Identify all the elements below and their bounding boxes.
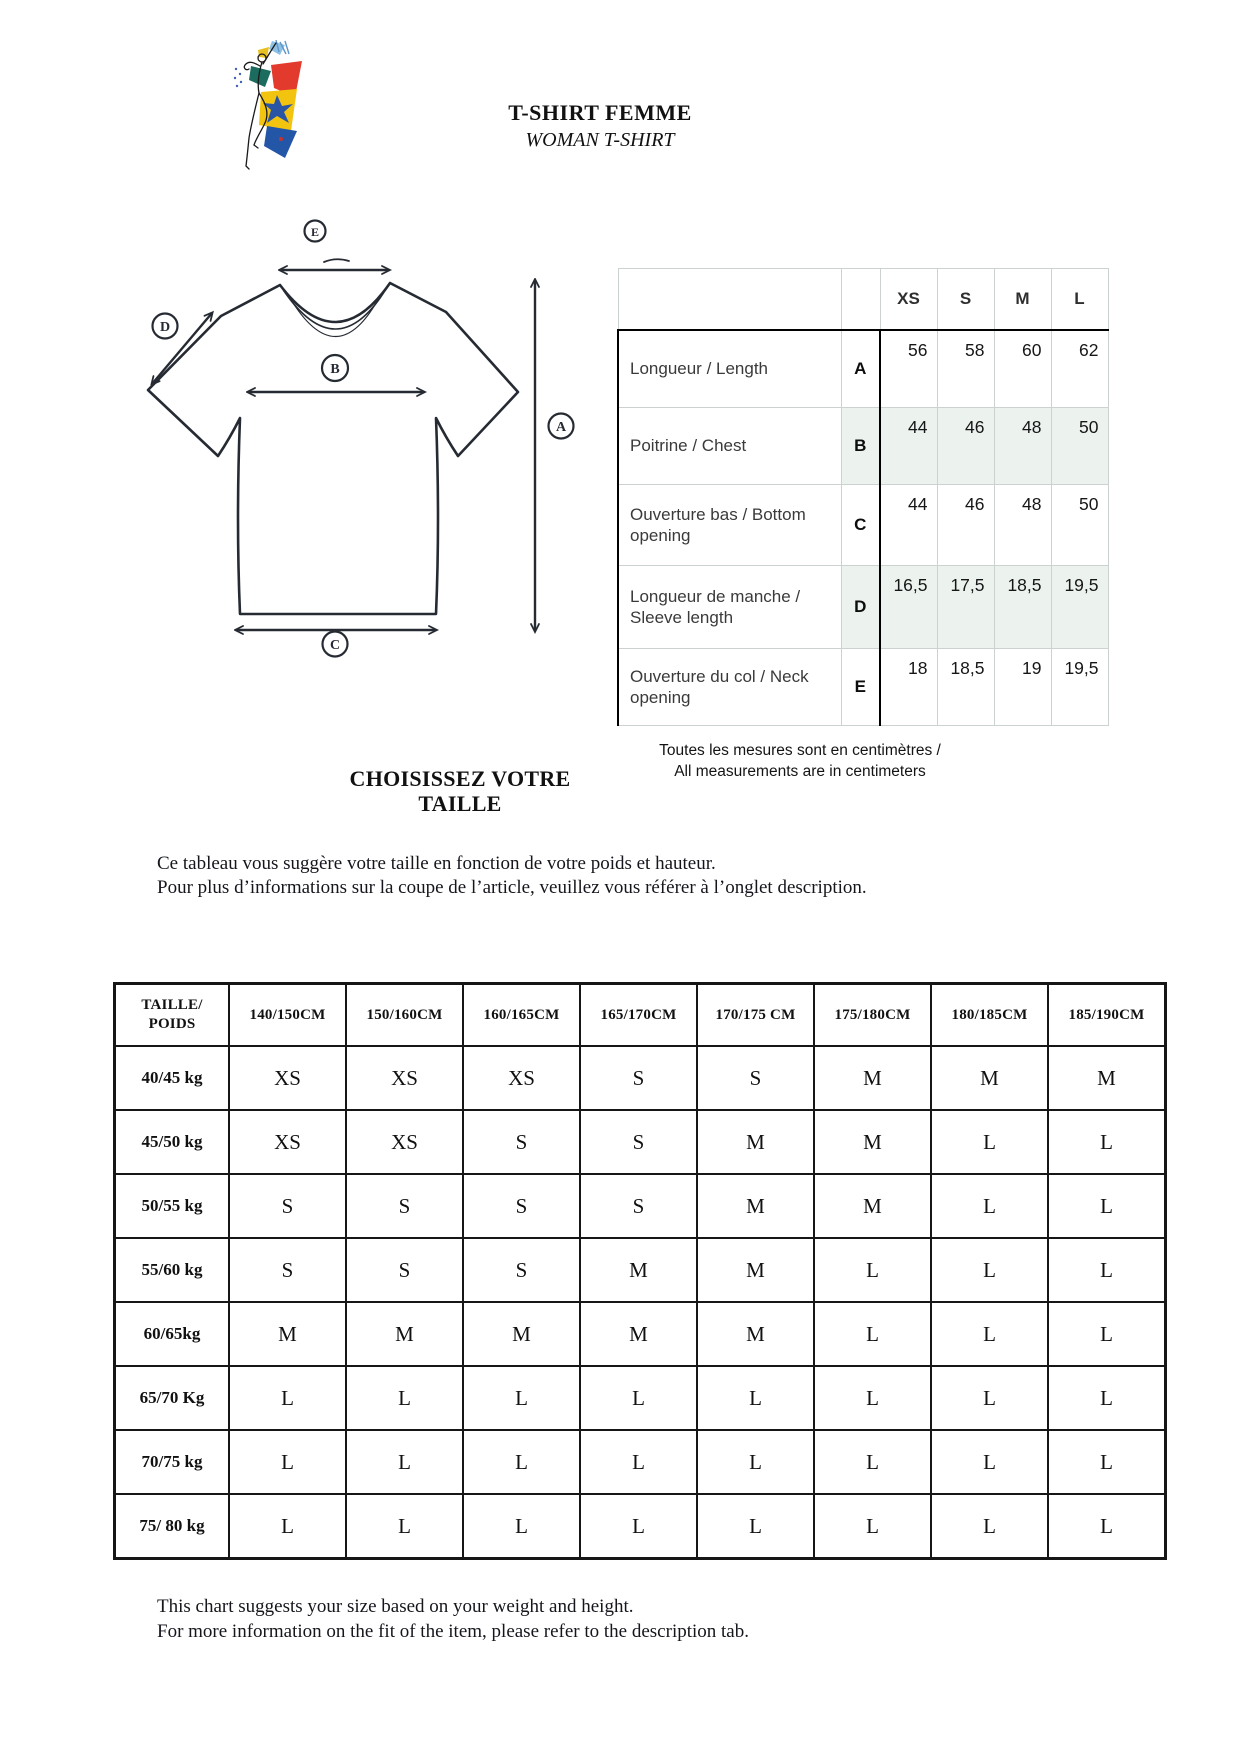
size-cell: L	[1048, 1238, 1166, 1302]
choose-size-heading-line2: TAILLE	[418, 791, 502, 816]
measure-label: Longueur de manche / Sleeve length	[618, 566, 841, 649]
size-cell: S	[580, 1174, 697, 1238]
measure-value: 44	[880, 485, 937, 566]
size-cell: M	[229, 1302, 346, 1366]
size-cell: M	[697, 1238, 814, 1302]
measure-letter: B	[841, 408, 880, 485]
size-cell: M	[814, 1174, 931, 1238]
height-header: 165/170CM	[580, 984, 697, 1047]
intro-paragraph	[157, 852, 1117, 899]
measure-value: 19,5	[1051, 566, 1108, 649]
table-row	[115, 1494, 1166, 1559]
measure-value: 18	[880, 649, 937, 726]
measure-value: 46	[937, 408, 994, 485]
units-note-en: All measurements are in centimeters	[674, 763, 926, 780]
measure-value: 60	[994, 330, 1051, 408]
measurement-table	[617, 268, 1109, 726]
size-cell: L	[1048, 1366, 1166, 1430]
size-cell: M	[346, 1302, 463, 1366]
page-title-en: WOMAN T-SHIRT	[525, 129, 675, 151]
size-chart-header-row	[115, 984, 1166, 1047]
height-header: 150/160CM	[346, 984, 463, 1047]
height-header: 185/190CM	[1048, 984, 1166, 1047]
size-cell: L	[931, 1302, 1048, 1366]
size-cell: L	[463, 1494, 580, 1559]
diagram-label-D: D	[159, 320, 171, 335]
weight-label: 45/50 kg	[115, 1110, 230, 1174]
size-cell: S	[580, 1046, 697, 1110]
measure-letter: C	[841, 485, 880, 566]
size-cell: L	[814, 1366, 931, 1430]
size-cell: L	[1048, 1302, 1166, 1366]
size-cell: M	[814, 1046, 931, 1110]
size-cell: S	[463, 1238, 580, 1302]
weight-label: 40/45 kg	[115, 1046, 230, 1110]
size-header-xs: XS	[880, 269, 937, 331]
measure-value: 18,5	[994, 566, 1051, 649]
size-header-m: M	[994, 269, 1051, 331]
intro-line2: Pour plus d’informations sur la coupe de l’article, veuillez vous référer à l’onglet description.	[157, 877, 867, 898]
size-cell: L	[931, 1430, 1048, 1494]
size-cell: XS	[463, 1046, 580, 1110]
corner-header	[115, 984, 230, 1047]
page-title-fr: T-SHIRT FEMME	[508, 100, 692, 125]
size-cell: L	[580, 1430, 697, 1494]
weight-label: 50/55 kg	[115, 1174, 230, 1238]
table-row	[115, 1110, 1166, 1174]
header-empty-letter-cell	[841, 269, 880, 331]
size-cell: L	[580, 1366, 697, 1430]
height-header: 160/165CM	[463, 984, 580, 1047]
size-cell: M	[697, 1110, 814, 1174]
size-cell: M	[814, 1110, 931, 1174]
weight-label: 60/65kg	[115, 1302, 230, 1366]
measure-value: 18,5	[937, 649, 994, 726]
measure-value: 56	[880, 330, 937, 408]
measure-value: 48	[994, 485, 1051, 566]
table-row	[115, 1174, 1166, 1238]
diagram-label-A: A	[555, 420, 567, 435]
size-cell: L	[229, 1366, 346, 1430]
size-cell: L	[931, 1494, 1048, 1559]
size-cell: XS	[346, 1046, 463, 1110]
weight-label: 65/70 Kg	[115, 1366, 230, 1430]
size-cell: L	[463, 1430, 580, 1494]
diagram-label-B: B	[330, 362, 340, 377]
size-cell: M	[580, 1302, 697, 1366]
measure-value: 62	[1051, 330, 1108, 408]
table-row	[618, 408, 1108, 485]
measure-value: 16,5	[880, 566, 937, 649]
choose-size-heading-line1: CHOISISSEZ VOTRE	[349, 766, 571, 791]
units-note-fr: Toutes les mesures sont en centimètres /	[659, 742, 941, 759]
size-cell: M	[697, 1302, 814, 1366]
size-cell: L	[931, 1174, 1048, 1238]
title-block	[440, 100, 760, 152]
size-cell: L	[1048, 1110, 1166, 1174]
height-header: 170/175 CM	[697, 984, 814, 1047]
size-cell: S	[580, 1110, 697, 1174]
size-cell: S	[463, 1174, 580, 1238]
size-cell: L	[931, 1110, 1048, 1174]
size-cell: S	[229, 1238, 346, 1302]
size-cell: L	[697, 1494, 814, 1559]
size-cell: XS	[229, 1110, 346, 1174]
outro-line2: For more information on the fit of the item, please refer to the description tab.	[157, 1621, 749, 1642]
diagram-label-C: C	[329, 638, 341, 653]
size-cell: M	[1048, 1046, 1166, 1110]
outro-line1: This chart suggests your size based on your weight and height.	[157, 1596, 634, 1617]
size-cell: L	[229, 1430, 346, 1494]
intro-line1: Ce tableau vous suggère votre taille en fonction de votre poids et hauteur.	[157, 853, 716, 874]
diagram-label-E: E	[310, 225, 320, 239]
measure-label: Ouverture du col / Neck opening	[618, 649, 841, 726]
size-cell: L	[346, 1430, 463, 1494]
size-cell: S	[229, 1174, 346, 1238]
size-cell: M	[463, 1302, 580, 1366]
measure-value: 50	[1051, 408, 1108, 485]
header-empty-label-cell	[618, 269, 841, 331]
size-cell: L	[697, 1366, 814, 1430]
size-cell: L	[580, 1494, 697, 1559]
measure-value: 19,5	[1051, 649, 1108, 726]
measure-letter: D	[841, 566, 880, 649]
size-cell: L	[1048, 1494, 1166, 1559]
size-cell: XS	[346, 1110, 463, 1174]
size-cell: L	[229, 1494, 346, 1559]
height-header: 180/185CM	[931, 984, 1048, 1047]
measure-label: Ouverture bas / Bottom opening	[618, 485, 841, 566]
table-row	[618, 566, 1108, 649]
size-cell: L	[1048, 1174, 1166, 1238]
measure-label: Longueur / Length	[618, 330, 841, 408]
size-cell: L	[346, 1494, 463, 1559]
weight-label: 55/60 kg	[115, 1238, 230, 1302]
size-cell: L	[931, 1366, 1048, 1430]
weight-label: 75/ 80 kg	[115, 1494, 230, 1559]
size-suggestion-table	[113, 982, 1167, 1560]
size-cell: L	[346, 1366, 463, 1430]
brand-logo	[222, 38, 314, 176]
logo-color-shapes	[234, 40, 302, 158]
size-cell: S	[463, 1110, 580, 1174]
choose-size-heading	[300, 766, 620, 816]
table-row	[115, 1366, 1166, 1430]
size-cell: L	[814, 1494, 931, 1559]
size-header-l: L	[1051, 269, 1108, 331]
units-note	[640, 740, 960, 782]
weight-label: 70/75 kg	[115, 1430, 230, 1494]
measure-value: 48	[994, 408, 1051, 485]
table-row	[115, 1046, 1166, 1110]
size-cell: M	[697, 1174, 814, 1238]
measure-value: 58	[937, 330, 994, 408]
outro-paragraph	[157, 1594, 1137, 1644]
measure-value: 44	[880, 408, 937, 485]
size-cell: L	[1048, 1430, 1166, 1494]
size-cell: M	[931, 1046, 1048, 1110]
measurement-table-header-row	[618, 269, 1108, 331]
table-row	[618, 649, 1108, 726]
tshirt-measurement-diagram	[118, 190, 602, 660]
size-cell: XS	[229, 1046, 346, 1110]
size-cell: L	[697, 1430, 814, 1494]
table-row	[618, 330, 1108, 408]
table-row	[115, 1238, 1166, 1302]
size-cell: L	[814, 1302, 931, 1366]
size-cell: L	[463, 1366, 580, 1430]
measure-value: 46	[937, 485, 994, 566]
measure-value: 17,5	[937, 566, 994, 649]
table-row	[115, 1302, 1166, 1366]
size-cell: S	[346, 1238, 463, 1302]
table-row	[618, 485, 1108, 566]
collar-back-line	[324, 259, 349, 262]
tshirt-outline	[148, 283, 518, 614]
height-header: 140/150CM	[229, 984, 346, 1047]
measure-letter: E	[841, 649, 880, 726]
table-row	[115, 1430, 1166, 1494]
measure-label: Poitrine / Chest	[618, 408, 841, 485]
measure-value: 19	[994, 649, 1051, 726]
size-cell: L	[814, 1238, 931, 1302]
measure-letter: A	[841, 330, 880, 408]
size-cell: L	[814, 1430, 931, 1494]
corner-header-line2: POIDS	[148, 1016, 196, 1032]
measure-value: 50	[1051, 485, 1108, 566]
height-header: 175/180CM	[814, 984, 931, 1047]
size-cell: S	[697, 1046, 814, 1110]
size-header-s: S	[937, 269, 994, 331]
size-cell: L	[931, 1238, 1048, 1302]
size-cell: M	[580, 1238, 697, 1302]
size-cell: S	[346, 1174, 463, 1238]
corner-header-line1: TAILLE/	[141, 997, 203, 1013]
